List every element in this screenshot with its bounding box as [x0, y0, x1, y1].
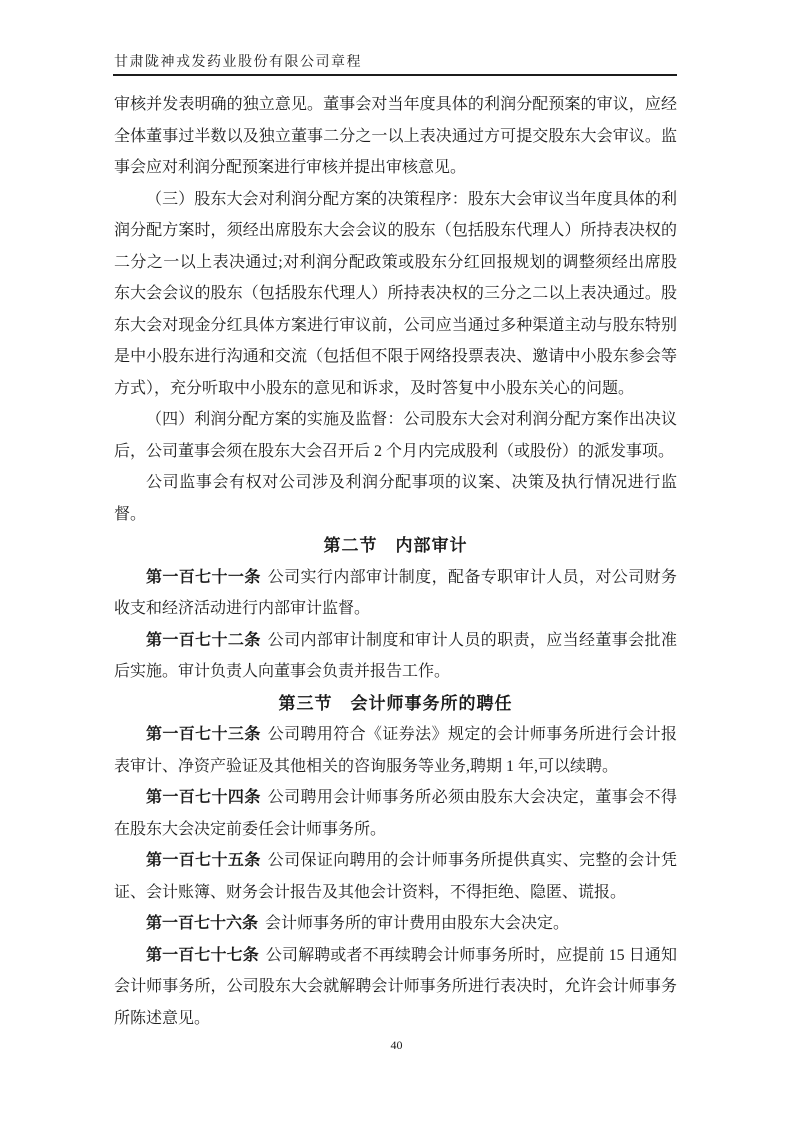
document-body	[114, 89, 677, 1034]
section-heading-internal-audit: 第二节 内部审计	[323, 536, 468, 555]
paragraph-article-171	[114, 562, 677, 625]
article-number: 第一百七十三条	[146, 726, 261, 743]
header-rule	[113, 74, 677, 76]
article-number: 第一百七十一条	[146, 568, 261, 586]
paragraph	[114, 467, 677, 530]
section-heading-accounting-firm: 第三节 会计师事务所的聘任	[278, 693, 513, 713]
paragraph-text: （四）利润分配方案的实施及监督：公司股东大会对利润分配方案作出决议后，公司董事会须在股东大会召开后 2 个月内完成股利（或股份）的派发事项。	[114, 411, 677, 460]
paragraph-text: 公司实行内部审计制度，配备专职审计人员，对公司财务收支和经济活动进行内部审计监督。	[114, 568, 677, 617]
article-number: 第一百七十六条	[146, 915, 259, 932]
paragraph-text: 会计师事务所的审计费用由股东大会决定。	[265, 915, 570, 932]
page-number: 40	[390, 1038, 403, 1052]
paragraph-article-173	[114, 719, 677, 782]
article-number: 第一百七十五条	[146, 852, 261, 869]
paragraph-text: 审核并发表明确的独立意见。董事会对当年度具体的利润分配预案的审议，应经全体董事过半数以及独立董事二分之一以上表决通过方可提交股东大会审议。监事会应对利润分配预案进行审核并提出审核意见。	[114, 96, 677, 176]
paragraph-text: 公司解聘或者不再续聘会计师事务所时，应提前 15 日通知会计师事务所，公司股东大会就解聘会计师事务所进行表决时，允许会计师事务所陈述意见。	[114, 946, 677, 1027]
paragraph-article-177	[114, 940, 677, 1035]
paragraph-text: 公司内部审计制度和审计人员的职责，应当经董事会批准后实施。审计负责人向董事会负责并报告工作。	[114, 631, 677, 680]
paragraph	[114, 89, 677, 184]
paragraph-article-172	[114, 625, 677, 688]
article-number: 第一百七十四条	[146, 789, 261, 806]
paragraph-text: 公司聘用符合《证券法》规定的会计师事务所进行会计报表审计、净资产验证及其他相关的咨询服务等业务,聘期 1 年,可以续聘。	[114, 726, 677, 775]
paragraph-text: 公司聘用会计师事务所必须由股东大会决定，董事会不得在股东大会决定前委任会计师事务所。	[114, 789, 677, 838]
article-number: 第一百七十二条	[146, 631, 261, 649]
paragraph-article-174	[114, 782, 677, 845]
paragraph	[114, 184, 677, 405]
paragraph-article-175	[114, 845, 677, 908]
paragraph-text: 公司保证向聘用的会计师事务所提供真实、完整的会计凭证、会计账簿、财务会计报告及其他会计资料，不得拒绝、隐匿、谎报。	[114, 852, 677, 901]
paragraph-text: （三）股东大会对利润分配方案的决策程序：股东大会审议当年度具体的利润分配方案时，须经出席股东大会会议的股东（包括股东代理人）所持表决权的二分之一以上表决通过;对利润分配政策或股东分红回报规划的调整须经出席股东大会会议的股东（包括股东代理人）所持表决权的三分之二以上表决通过。股东大会对现金分红具体方案进行审议前，公司应当通过多种渠道主动与股东特别是中小股东进行沟通和交流（包括但不限于网络投票表决、邀请中小股东参会等方式），充分听取中小股东的意见和诉求，及时答复中小股东关心的问题。	[114, 190, 677, 397]
paragraph	[114, 404, 677, 467]
article-number: 第一百七十七条	[146, 946, 259, 964]
page-header-title: 甘肃陇神戎发药业股份有限公司章程	[114, 55, 362, 70]
paragraph-text: 公司监事会有权对公司涉及利润分配事项的议案、决策及执行情况进行监督。	[114, 474, 677, 523]
paragraph-article-176	[114, 908, 677, 940]
